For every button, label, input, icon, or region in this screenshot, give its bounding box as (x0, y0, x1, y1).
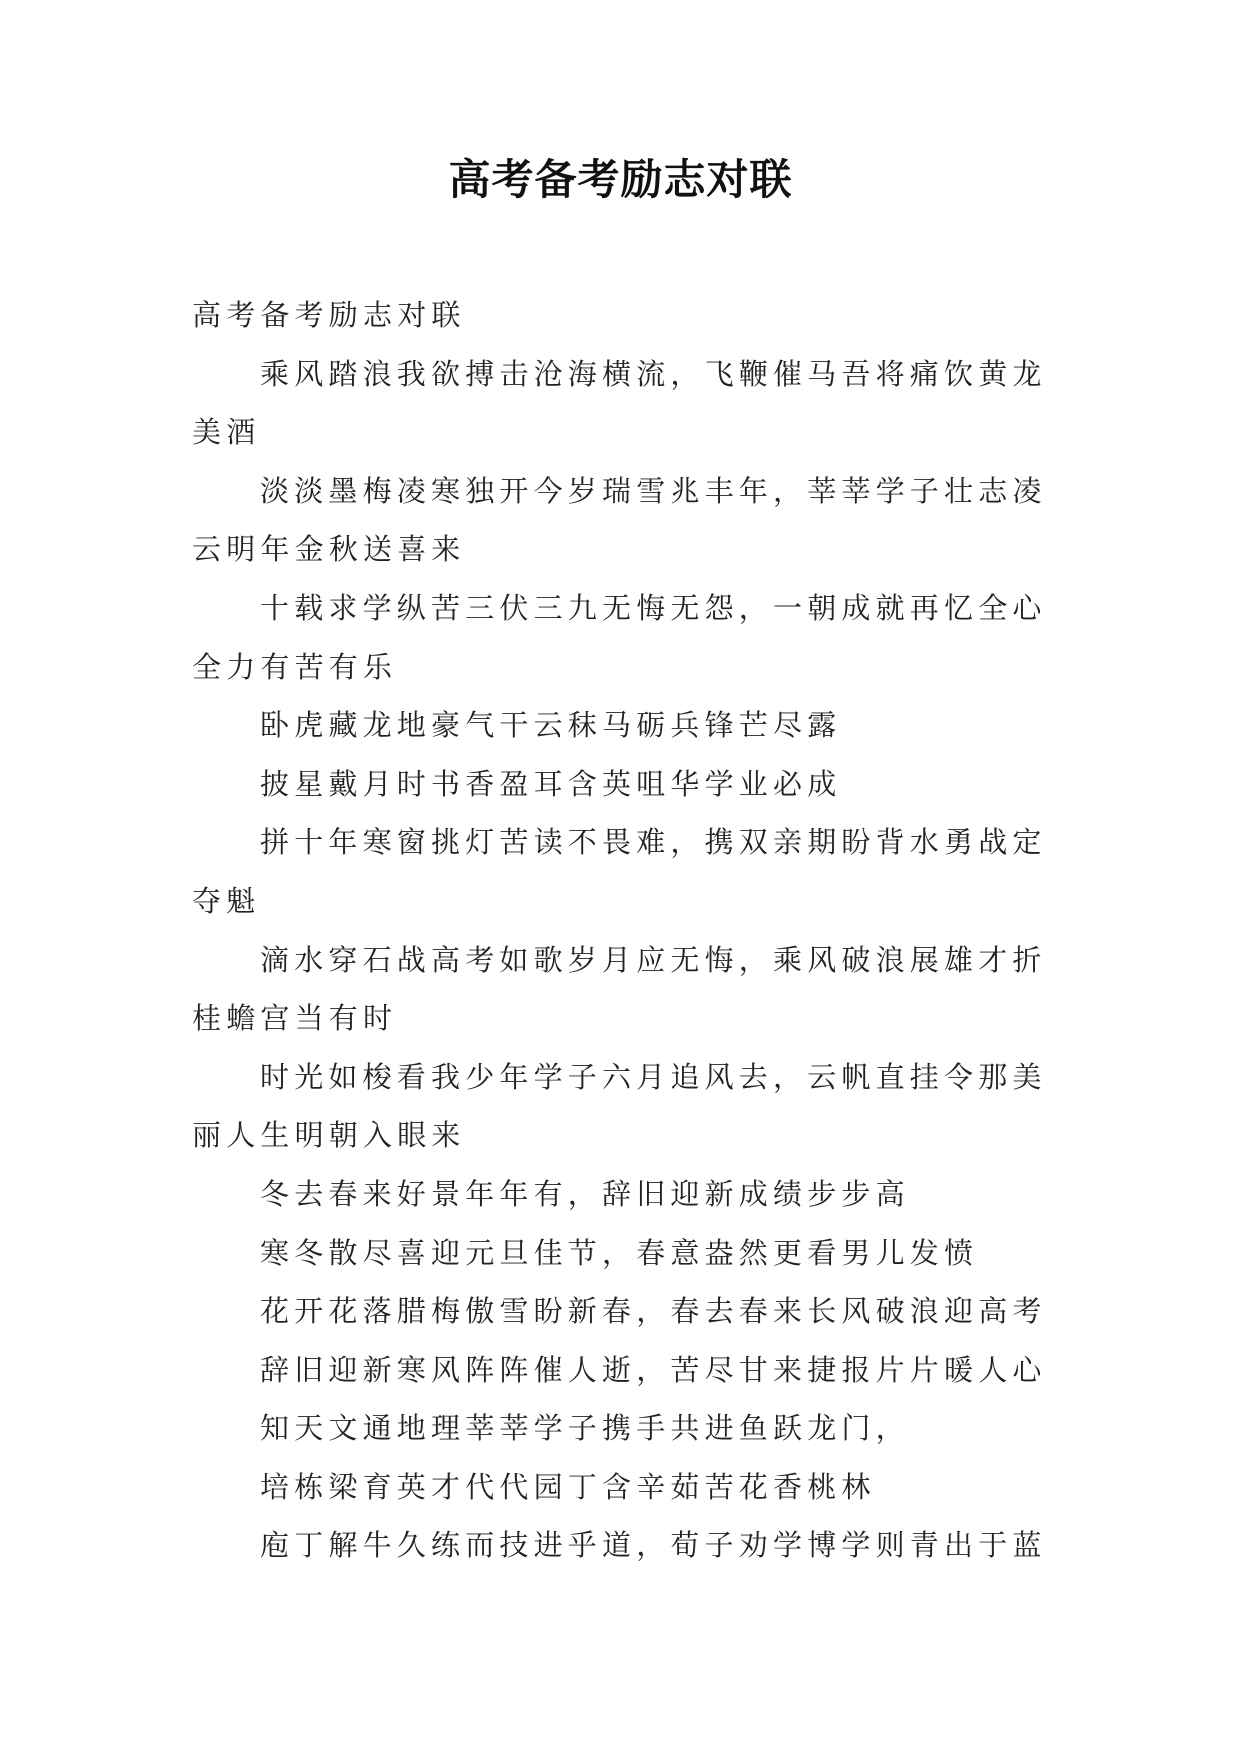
couplet-paragraph: 冬去春来好景年年有，辞旧迎新成绩步步高 (260, 1176, 910, 1211)
couplet-paragraph: 淡淡墨梅凌寒独开今岁瑞雪兆丰年，莘莘学子壮志凌云明年金秋送喜来 (192, 473, 1047, 567)
couplet-paragraph: 十载求学纵苦三伏三九无悔无怨，一朝成就再忆全心全力有苦有乐 (192, 590, 1047, 684)
couplet-paragraph: 披星戴月时书香盈耳含英咀华学业必成 (260, 766, 842, 801)
document-body (192, 286, 1058, 1575)
document-subtitle: 高考备考励志对联 (192, 298, 466, 332)
couplet-paragraph: 庖丁解牛久练而技进乎道，荀子劝学博学则青出于蓝 (260, 1528, 1047, 1563)
couplet-paragraph: 拼十年寒窗挑灯苦读不畏难，携双亲期盼背水勇战定夺魁 (192, 825, 1047, 918)
couplet-paragraph: 培栋梁育英才代代园丁含辛茹苦花香桃林 (260, 1469, 876, 1504)
couplet-paragraph: 卧虎藏龙地豪气干云秣马砺兵锋芒尽露 (260, 708, 842, 743)
couplet-paragraph: 寒冬散尽喜迎元旦佳节，春意盎然更看男儿发愤 (260, 1235, 979, 1270)
couplet-paragraph: 辞旧迎新寒风阵阵催人逝，苦尽甘来捷报片片暖人心 (260, 1352, 1047, 1387)
couplet-paragraph: 知天文通地理莘莘学子携手共进鱼跃龙门， (260, 1411, 910, 1446)
couplet-paragraph: 乘风踏浪我欲搏击沧海横流，飞鞭催马吾将痛饮黄龙美酒 (192, 356, 1047, 450)
couplet-paragraph: 时光如梭看我少年学子六月追风去，云帆直挂令那美丽人生明朝入眼来 (192, 1059, 1047, 1153)
couplet-paragraph: 花开花落腊梅傲雪盼新春，春去春来长风破浪迎高考 (260, 1294, 1047, 1329)
couplet-paragraph: 滴水穿石战高考如歌岁月应无悔，乘风破浪展雄才折桂蟾宫当有时 (192, 942, 1047, 1036)
document-title: 高考备考励志对联 (448, 155, 793, 204)
